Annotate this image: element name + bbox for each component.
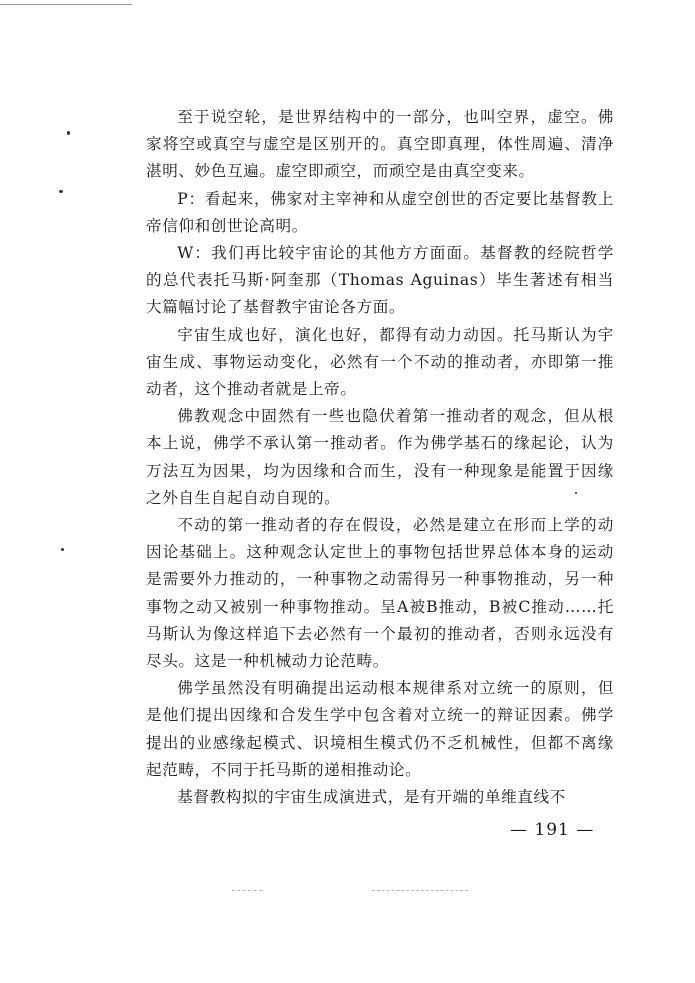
- paragraph: 宇宙生成也好，演化也好，都得有动力动因。托马斯认为宇宙生成、事物运动变化，必然有一个不动的推动者，亦即第一推动者，这个推动者就是上帝。: [146, 325, 614, 399]
- scan-speck: [59, 190, 63, 193]
- paragraph: 佛学虽然没有明确提出运动根本规律系对立统一的原则，但是他们提出因缘和合发生学中包含着对立统一的辩证因素。佛学提出的业感缘起模式、识境相生模式仍不乏机械性，但都不离缘起范畴，不同于托马斯的递相推动论。: [146, 679, 614, 779]
- paragraph: 基督教构拟的宇宙生成演进式，是有开端的单维直线不: [177, 788, 566, 807]
- page-number: — 191 —: [510, 820, 595, 840]
- scan-noise: [232, 890, 262, 891]
- paragraph: 佛教观念中固然有一些也隐伏着第一推动者的观念，但从根本上说，佛学不承认第一推动者。作为佛学基石的缘起论，认为万法互为因果，均为因缘和合而生，没有一种现象是能置于因缘之外自生自起自动自现的。: [146, 407, 614, 507]
- paragraph: P：看起来，佛家对主宰神和从虚空创世的否定要比基督教上帝信仰和创世论高明。: [146, 189, 614, 235]
- scan-speck: [61, 548, 64, 551]
- scan-speck: [67, 131, 70, 135]
- body-text: [146, 104, 614, 811]
- scan-noise: [372, 890, 468, 891]
- paragraph: W：我们再比较宇宙论的其他方方面面。基督教的经院哲学的总代表托马斯·阿奎那（Thomas Aguinas）毕生著述有相当大篇幅讨论了基督教宇宙论各方面。: [146, 244, 614, 317]
- paragraph: 不动的第一推动者的存在假设，必然是建立在形而上学的动因论基础上。这种观念认定世上的事物包括世界总体本身的运动是需要外力推动的，一种事物之动需得另一种事物推动，另一种事物之动又被别一种事物推动。呈A被B推动，B被C推动……托马斯认为像这样追下去必然有一个最初的推动者，否则永远没有尽头。这是一种机械动力论范畴。: [146, 516, 614, 671]
- top-edge-rule: [0, 4, 132, 5]
- paragraph: 至于说空轮，是世界结构中的一部分，也叫空界，虚空。佛家将空或真空与虚空是区别开的。真空即真理，体性周遍、清净湛明、妙色互遍。虚空即顽空，而顽空是由真空变来。: [146, 108, 614, 181]
